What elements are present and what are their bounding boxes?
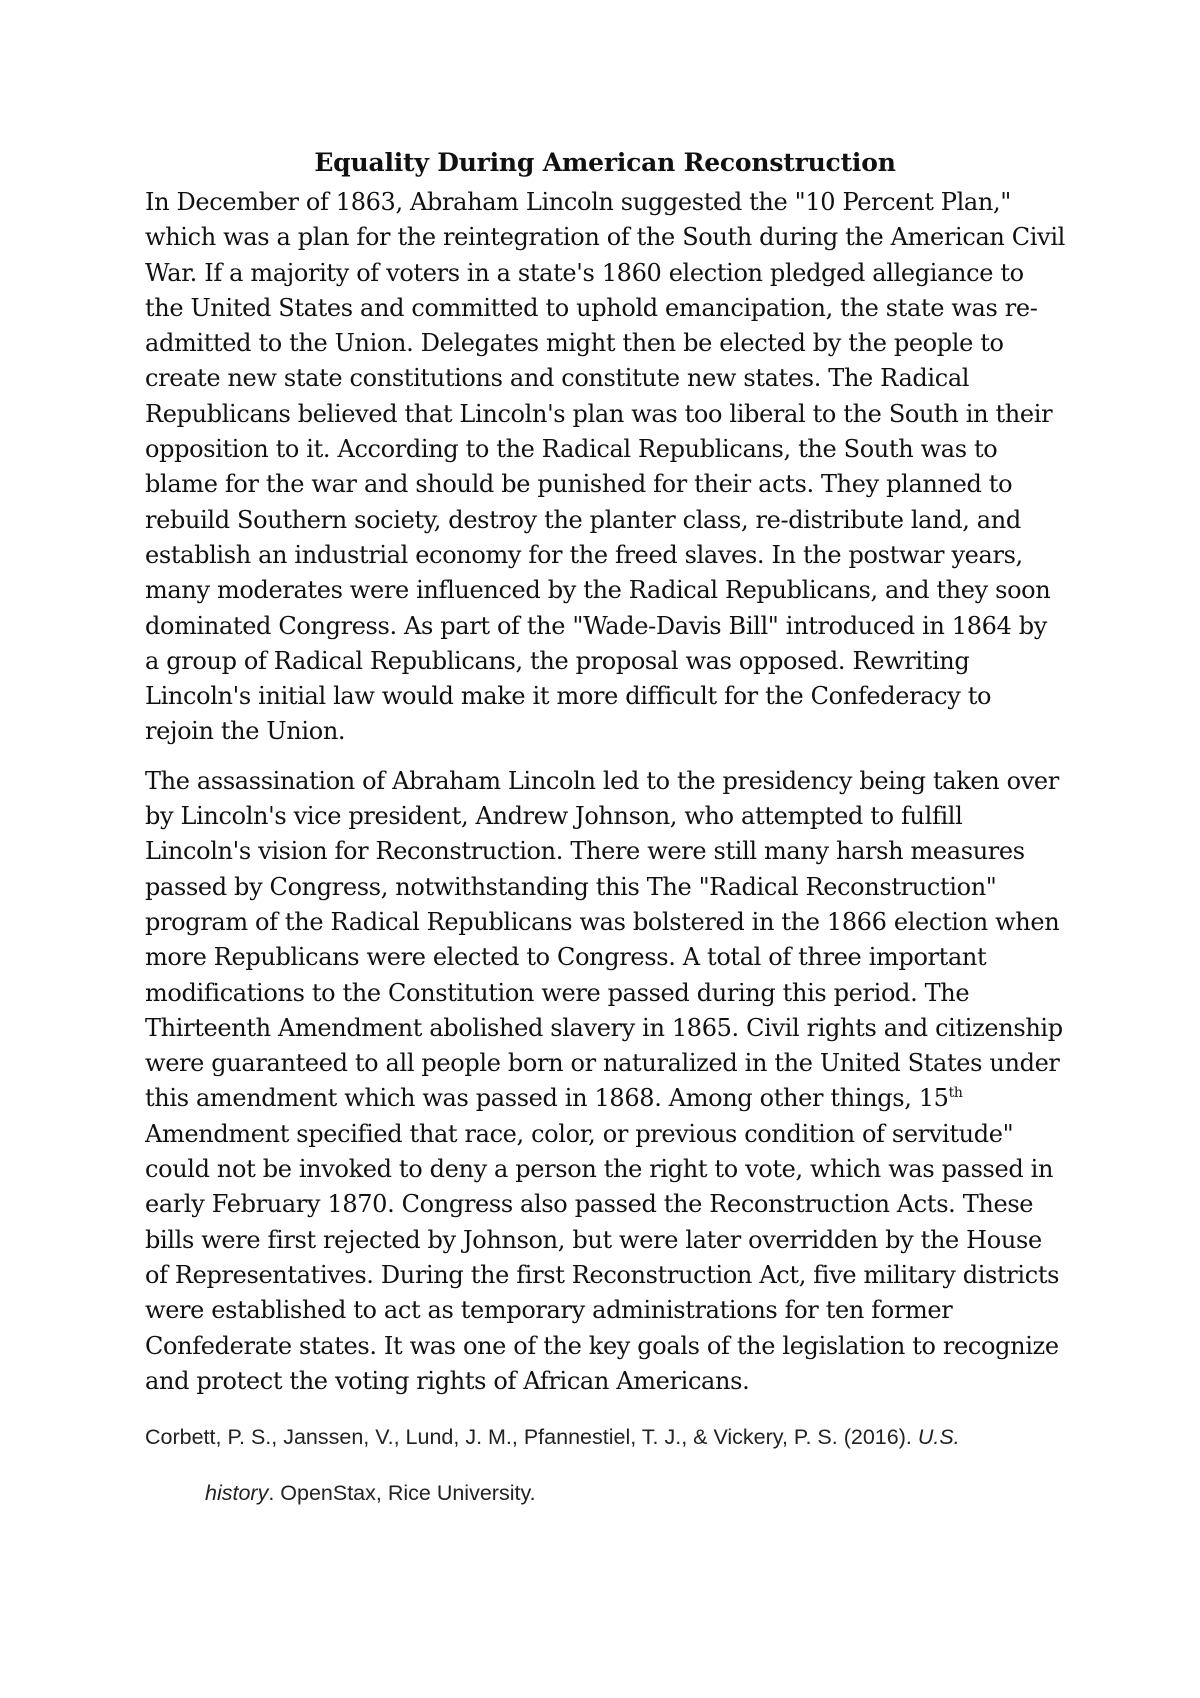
- reference-publisher: . OpenStax, Rice University.: [268, 1481, 536, 1505]
- reference-line-2: [145, 1480, 1065, 1506]
- paragraph-2: [145, 764, 1065, 1399]
- reference-authors-year: Corbett, P. S., Janssen, V., Lund, J. M., Pfannestiel, T. J., & Vickery, P. S. (2016).: [145, 1425, 918, 1449]
- document-page: [145, 145, 1065, 1413]
- reference-entry: [145, 1424, 1065, 1506]
- paragraph-2-text-part2: Amendment specified that race, color, or previous condition of servitude" could not be invoked to deny a person the right to vote, which was passed in early February 1870. Congress also passed the Reconstruction Acts. These bills were first rejected by Johnson, but were later overridden by the House of Representatives. During the first Reconstruction Act, five military districts were established to act as temporary administrations for ten former Confederate states. It was one of the key goals of the legislation to recognize and protect the voting rights of African Americans.: [145, 1119, 1060, 1395]
- paragraph-2-text-part1: The assassination of Abraham Lincoln led to the presidency being taken over by Lincoln's vice president, Andrew Johnson, who attempted to fulfill Lincoln's vision for Reconstruction. There were still many harsh measures passed by Congress, notwithstanding this The "Radical Reconstruction" program of the Radical Republicans was bolstered in the 1866 election when more Republicans were elected to Congress. A total of three important modifications to the Constitution were passed during this period. The Thirteenth Amendment abolished slavery in 1865. Civil rights and citizenship were guaranteed to all people born or naturalized in the United States under this amendment which was passed in 1868. Among other things, 15: [145, 766, 1063, 1113]
- ordinal-superscript: th: [948, 1085, 963, 1102]
- reference-title-part2: history: [205, 1481, 269, 1505]
- reference-title-part1: U.S.: [917, 1425, 960, 1449]
- document-title: Equality During American Reconstruction: [314, 148, 896, 177]
- paragraph-1: In December of 1863, Abraham Lincoln suggested the "10 Percent Plan," which was a plan for the reintegration of the South during the American Civil War. If a majority of voters in a state's 1860 election pledged allegiance to the United States and committed to uphold emancipation, the state was re-admitted to the Union. Delegates might then be elected by the people to create new state constitutions and constitute new states. The Radical Republicans believed that Lincoln's plan was too liberal to the South in their opposition to it. According to the Radical Republicans, the South was to blame for the war and should be punished for their acts. They planned to rebuild Southern society, destroy the planter class, re-distribute land, and establish an industrial economy for the freed slaves. In the postwar years, many moderates were influenced by the Radical Republicans, and they soon dominated Congress. As part of the "Wade-Davis Bill" introduced in 1864 by a group of Radical Republicans, the proposal was opposed. Rewriting Lincoln's initial law would make it more difficult for the Confederacy to rejoin the Union.: [145, 188, 1065, 746]
- reference-line-1: [145, 1424, 1065, 1450]
